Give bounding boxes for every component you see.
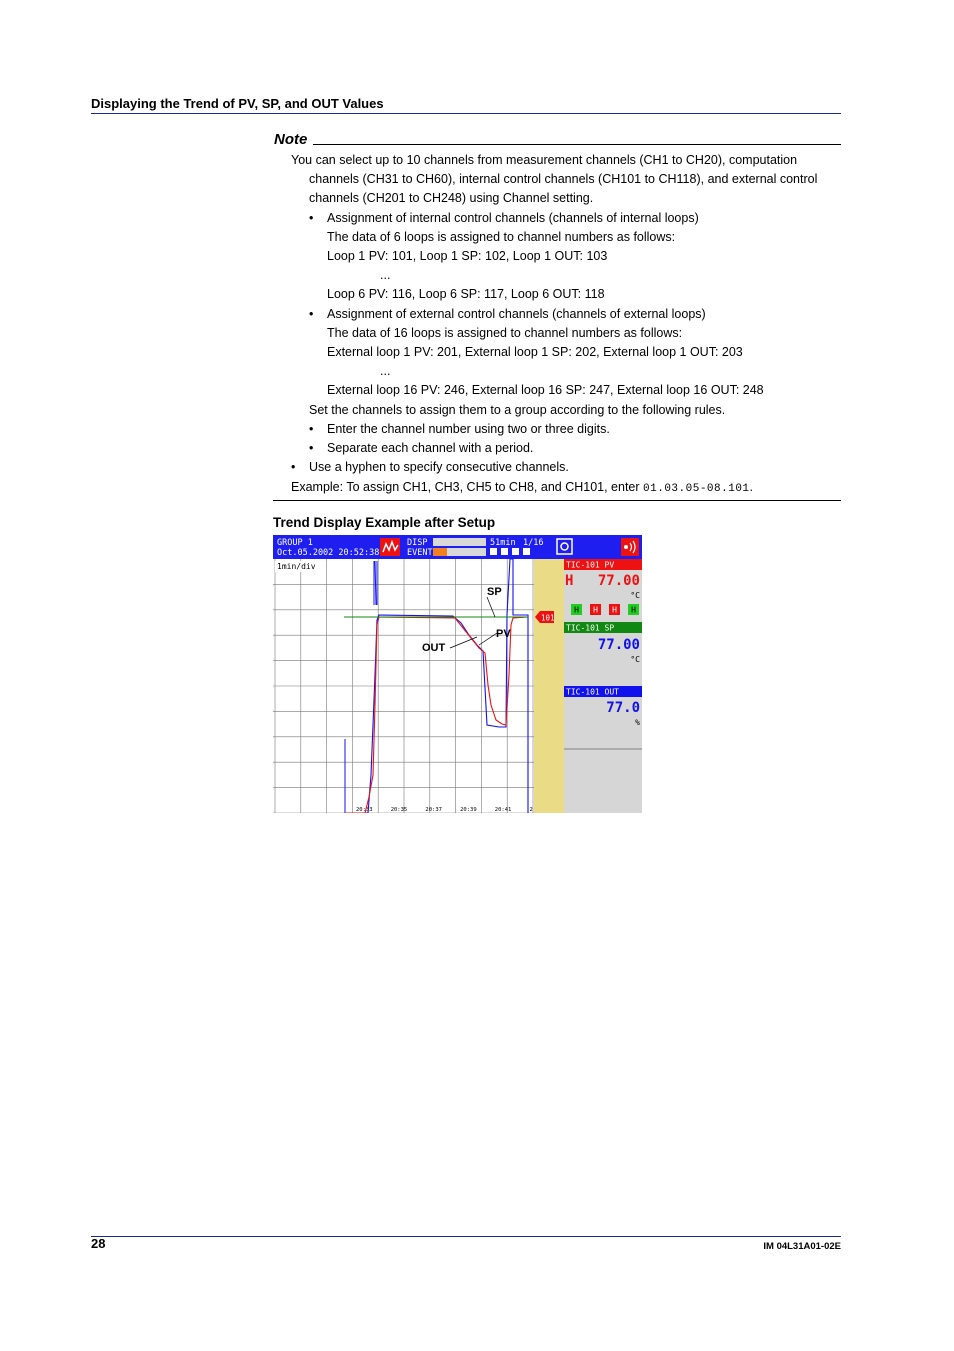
sp-callout: SP [487, 586, 502, 598]
pv-callout: PV [496, 628, 511, 640]
time-label: 2 [529, 807, 533, 813]
note-line: Assignment of external control channels (channels of external loops) [327, 306, 706, 321]
note-bullet: • [309, 441, 314, 455]
event-meter-fill [433, 548, 447, 556]
recorder-logo-icon [380, 538, 400, 556]
time-label: 20:33 [356, 807, 373, 813]
out-panel-tag: TIC-101 OUT [566, 687, 619, 697]
note-rule [313, 144, 841, 145]
out-unit: % [635, 718, 640, 727]
time-label: 20:41 [494, 807, 512, 813]
page-indicator: 1/16 [523, 538, 544, 548]
time-per-screen: 51min [490, 538, 516, 548]
note-line: Enter the channel number using two or three digits. [327, 421, 610, 436]
note-line: External loop 16 PV: 246, External loop 16 SP: 247, External loop 16 OUT: 248 [327, 383, 764, 398]
alarm-indicator-label: H [574, 605, 579, 615]
note-bullet: • [291, 460, 296, 475]
note-line: ... [380, 364, 391, 379]
sp-value: 77.00 [597, 637, 640, 653]
note-line: Set the channels to assign them to a group according to the following rules. [309, 402, 726, 417]
note-line: Use a hyphen to specify consecutive channels. [309, 460, 569, 475]
note-bullet: • [309, 210, 314, 225]
trend-screen [273, 535, 642, 813]
footer-rule [91, 1236, 841, 1237]
disp-label: DISP [407, 538, 428, 548]
pv-unit: °C [630, 591, 640, 600]
note-label: Note [274, 131, 308, 148]
time-label: 20:37 [425, 807, 442, 813]
datetime: Oct.05.2002 20:52:38 [277, 548, 380, 558]
note-line: Assignment of internal control channels (channels of internal loops) [327, 210, 699, 225]
note-end-rule [273, 500, 841, 501]
sp-unit: °C [630, 655, 640, 664]
pv-panel-tag: TIC-101 PV [566, 560, 615, 570]
scale-label: 1min/div [277, 562, 316, 571]
note-line: Loop 1 PV: 101, Loop 1 SP: 102, Loop 1 OUT: 103 [327, 249, 608, 263]
section-title: Displaying the Trend of PV, SP, and OUT Values [91, 96, 384, 111]
out-callout: OUT [422, 642, 446, 654]
note-bullet: • [309, 421, 314, 436]
document-id: IM 04L31A01-02E [763, 1241, 841, 1252]
page-number: 28 [91, 1236, 106, 1251]
time-label: 20:35 [390, 807, 408, 813]
note-line: The data of 6 loops is assigned to channel numbers as follows: [327, 229, 676, 244]
pv-value: 77.00 [597, 573, 640, 589]
note-example [291, 478, 753, 499]
note-line: channels (CH31 to CH60), internal control channels (CH101 to CH118), and external control [309, 172, 818, 187]
note-line: ... [380, 268, 391, 283]
alarm-indicator-label: H [612, 605, 617, 615]
alarm-indicator-label: H [593, 605, 598, 615]
header-rule [91, 113, 841, 114]
note-line: External loop 1 PV: 201, External loop 1 SP: 202, External loop 1 OUT: 203 [327, 345, 743, 359]
note-line: You can select up to 10 channels from measurement channels (CH1 to CH20), computation [291, 153, 798, 167]
channel-marker-label: 101 [541, 613, 555, 623]
note-line: The data of 16 loops is assigned to channel numbers as follows: [327, 325, 683, 340]
disp-meter [433, 538, 486, 546]
time-label: 20:39 [460, 807, 477, 813]
note-example-suffix: . [749, 480, 754, 494]
event-label: EVENT [407, 548, 433, 558]
example-title: Trend Display Example after Setup [273, 515, 496, 530]
sp-panel-tag: TIC-101 SP [566, 623, 615, 633]
note-line: Separate each channel with a period. [327, 441, 534, 455]
note-example-code: 01.03.05-08.101 [643, 483, 750, 495]
alarm-indicator-label: H [631, 605, 636, 615]
note-example-prefix: Example: To assign CH1, CH3, CH5 to CH8, and CH101, enter [291, 480, 644, 494]
note-line: Loop 6 PV: 116, Loop 6 SP: 117, Loop 6 OUT: 118 [327, 287, 605, 302]
note-line: channels (CH201 to CH248) using Channel setting. [309, 191, 594, 206]
marker-band [534, 559, 564, 813]
pv-high-indicator: H [565, 573, 574, 589]
note-bullet: • [309, 306, 314, 321]
group-name: GROUP 1 [277, 538, 313, 548]
out-value: 77.0 [606, 700, 640, 716]
alarm-icon [621, 538, 639, 556]
